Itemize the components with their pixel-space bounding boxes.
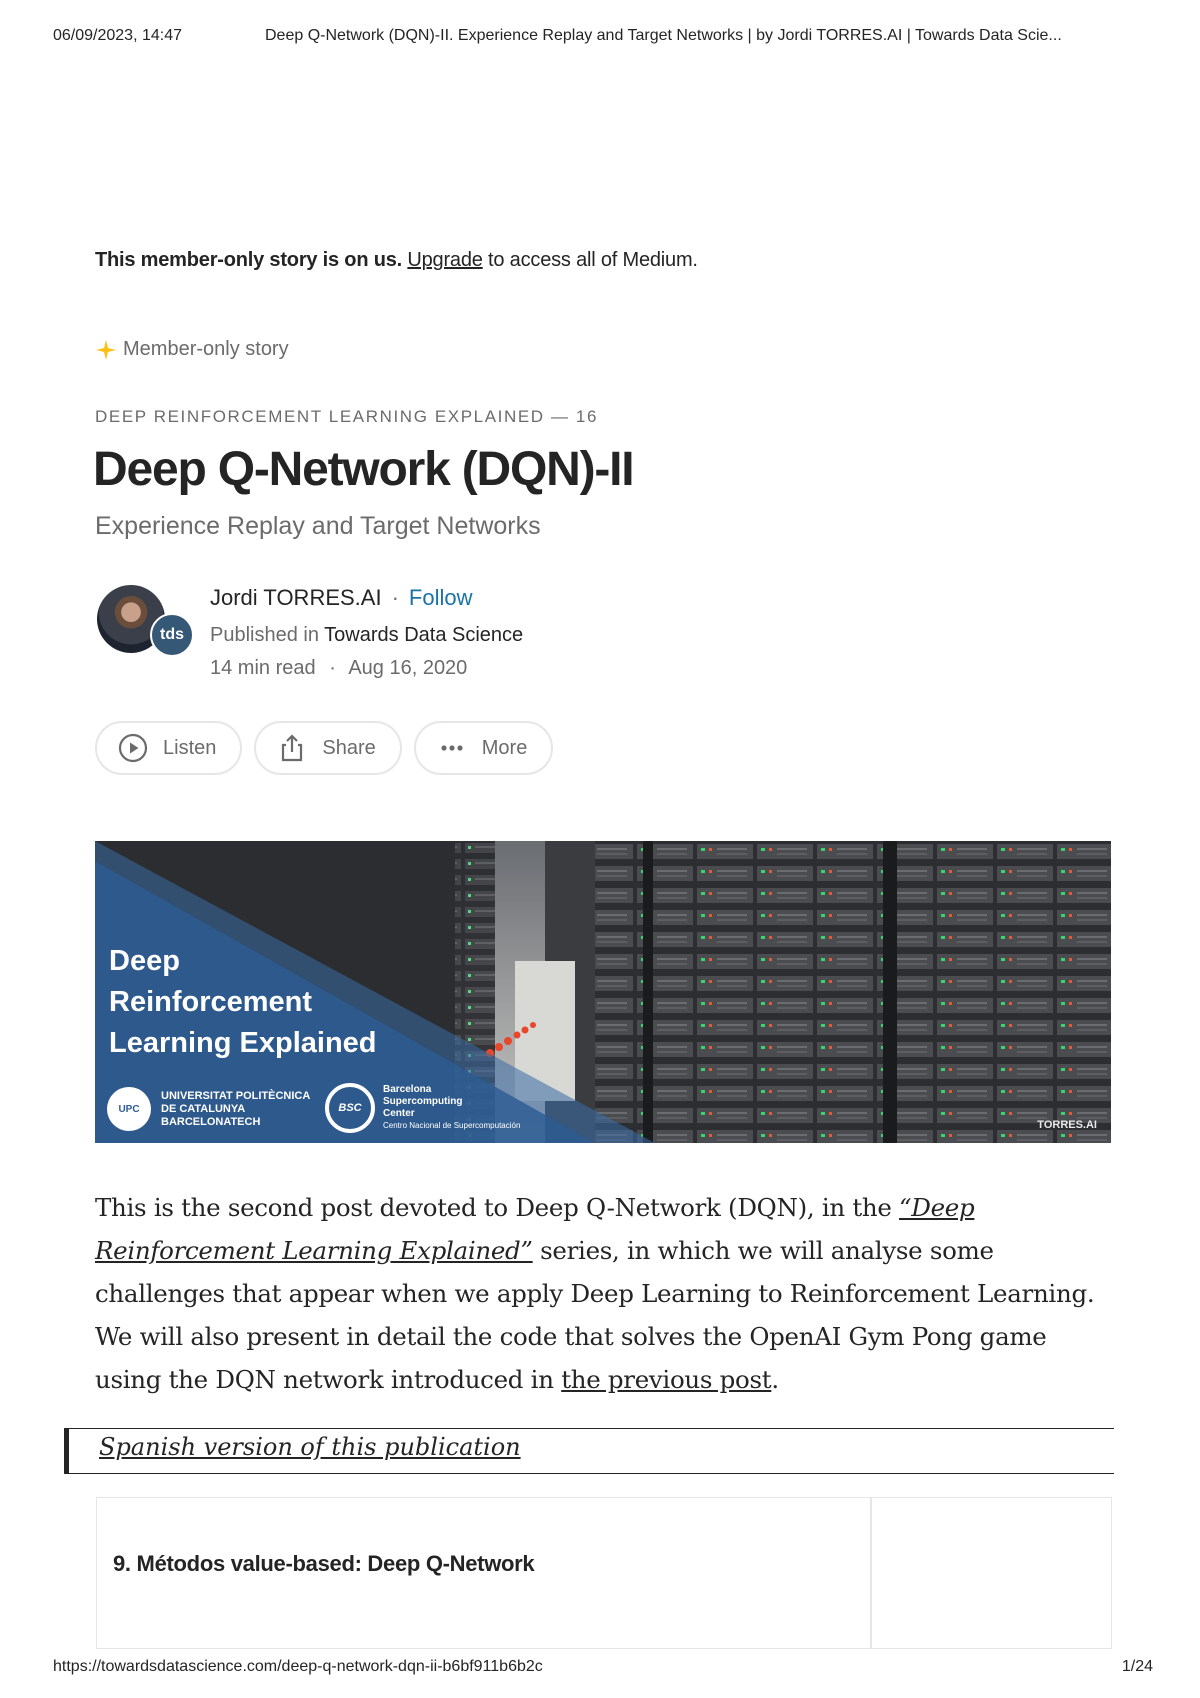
author-line <box>210 585 472 611</box>
publish-date: Aug 16, 2020 <box>348 657 468 679</box>
series-kicker: DEEP REINFORCEMENT LEARNING EXPLAINED — 16 <box>95 407 599 426</box>
share-label: Share <box>322 736 376 759</box>
link-preview-card[interactable] <box>96 1497 1112 1649</box>
blockquote <box>64 1428 1114 1474</box>
upc-line-2: DE CATALUNYA <box>161 1102 246 1115</box>
author-name[interactable]: Jordi TORRES.AI <box>210 585 382 610</box>
more-button[interactable] <box>414 721 554 775</box>
intro-paragraph <box>95 1186 1115 1401</box>
series-link[interactable]: “Deep Reinforcement Learning Explained” <box>95 1193 975 1265</box>
member-banner <box>95 249 698 272</box>
bsc-logo <box>325 1083 520 1133</box>
print-datetime: 06/09/2023, 14:47 <box>53 27 183 44</box>
hero-image <box>95 841 1111 1143</box>
share-button[interactable] <box>254 721 401 775</box>
hero-caption <box>109 941 377 1064</box>
bsc-line-4: Centro Nacional de Supercomputación <box>383 1121 521 1130</box>
listen-label: Listen <box>163 736 217 759</box>
hero-line-1: Deep <box>109 945 180 977</box>
listen-button[interactable] <box>95 721 242 775</box>
bsc-line-1: Barcelona <box>383 1084 432 1095</box>
member-banner-rest: to access all of Medium. <box>482 249 698 271</box>
publication-line <box>210 624 523 647</box>
print-page-title: Deep Q-Network (DQN)-II. Experience Replay and Target Networks | by Jordi TORRES.AI | Towards Data Scie... <box>265 27 1062 44</box>
print-page-number: 1/24 <box>1121 1658 1153 1675</box>
published-prefix: Published in <box>210 624 325 646</box>
bsc-line-3: Center <box>383 1108 415 1119</box>
upc-logo <box>107 1087 310 1131</box>
article-title: Deep Q-Network (DQN)-II <box>93 443 634 496</box>
action-bar <box>95 721 553 775</box>
follow-button[interactable]: Follow <box>408 585 473 610</box>
intro-text-1: This is the second post devoted to Deep Q-Network (DQN), in the <box>95 1193 900 1222</box>
sparkle-icon <box>95 339 117 361</box>
upc-seal-icon: UPC <box>107 1087 151 1131</box>
bsc-line-2: Supercomputing <box>383 1096 463 1107</box>
bsc-ring-icon: BSC <box>325 1083 375 1133</box>
read-time: 14 min read <box>210 657 316 679</box>
upgrade-link[interactable]: Upgrade <box>407 249 483 271</box>
play-circle-icon <box>117 732 149 764</box>
article-meta <box>210 657 467 680</box>
upc-line-3: BARCELONATECH <box>161 1115 261 1128</box>
intro-text-2: series, in which we will analyse some challenges that appear when we apply Deep Learning to Reinforcement Learning. We will also present in detail the code that solves the OpenAI Gym Pong game using the DQN network introduced in <box>95 1236 1095 1394</box>
hero-line-3: Learning Explained <box>109 1027 377 1059</box>
intro-text-3: . <box>771 1365 779 1394</box>
preview-title: 9. Métodos value-based: Deep Q-Network <box>113 1551 535 1576</box>
article-subtitle: Experience Replay and Target Networks <box>95 512 541 540</box>
hero-line-2: Reinforcement <box>109 986 313 1018</box>
more-label: More <box>481 736 528 759</box>
more-dots-icon <box>436 732 468 764</box>
member-only-label <box>95 338 289 361</box>
previous-post-link[interactable]: the previous post <box>561 1365 772 1394</box>
publication-badge[interactable]: tds <box>150 613 194 657</box>
spanish-version-link[interactable]: Spanish version of this publication <box>99 1433 521 1461</box>
member-only-text: Member-only story <box>123 338 289 360</box>
image-credit: TORRES.AI <box>1037 1119 1097 1131</box>
author-separator: · <box>391 585 399 610</box>
upc-line-1: UNIVERSITAT POLITÈCNICA <box>161 1089 311 1102</box>
member-banner-bold: This member-only story is on us. <box>95 249 402 271</box>
print-url: https://towardsdatascience.com/deep-q-network-dqn-ii-b6bf911b6b2c <box>53 1658 543 1675</box>
preview-divider <box>870 1498 872 1648</box>
meta-separator: · <box>329 657 336 679</box>
publication-name[interactable]: Towards Data Science <box>324 624 524 646</box>
share-icon <box>276 732 308 764</box>
